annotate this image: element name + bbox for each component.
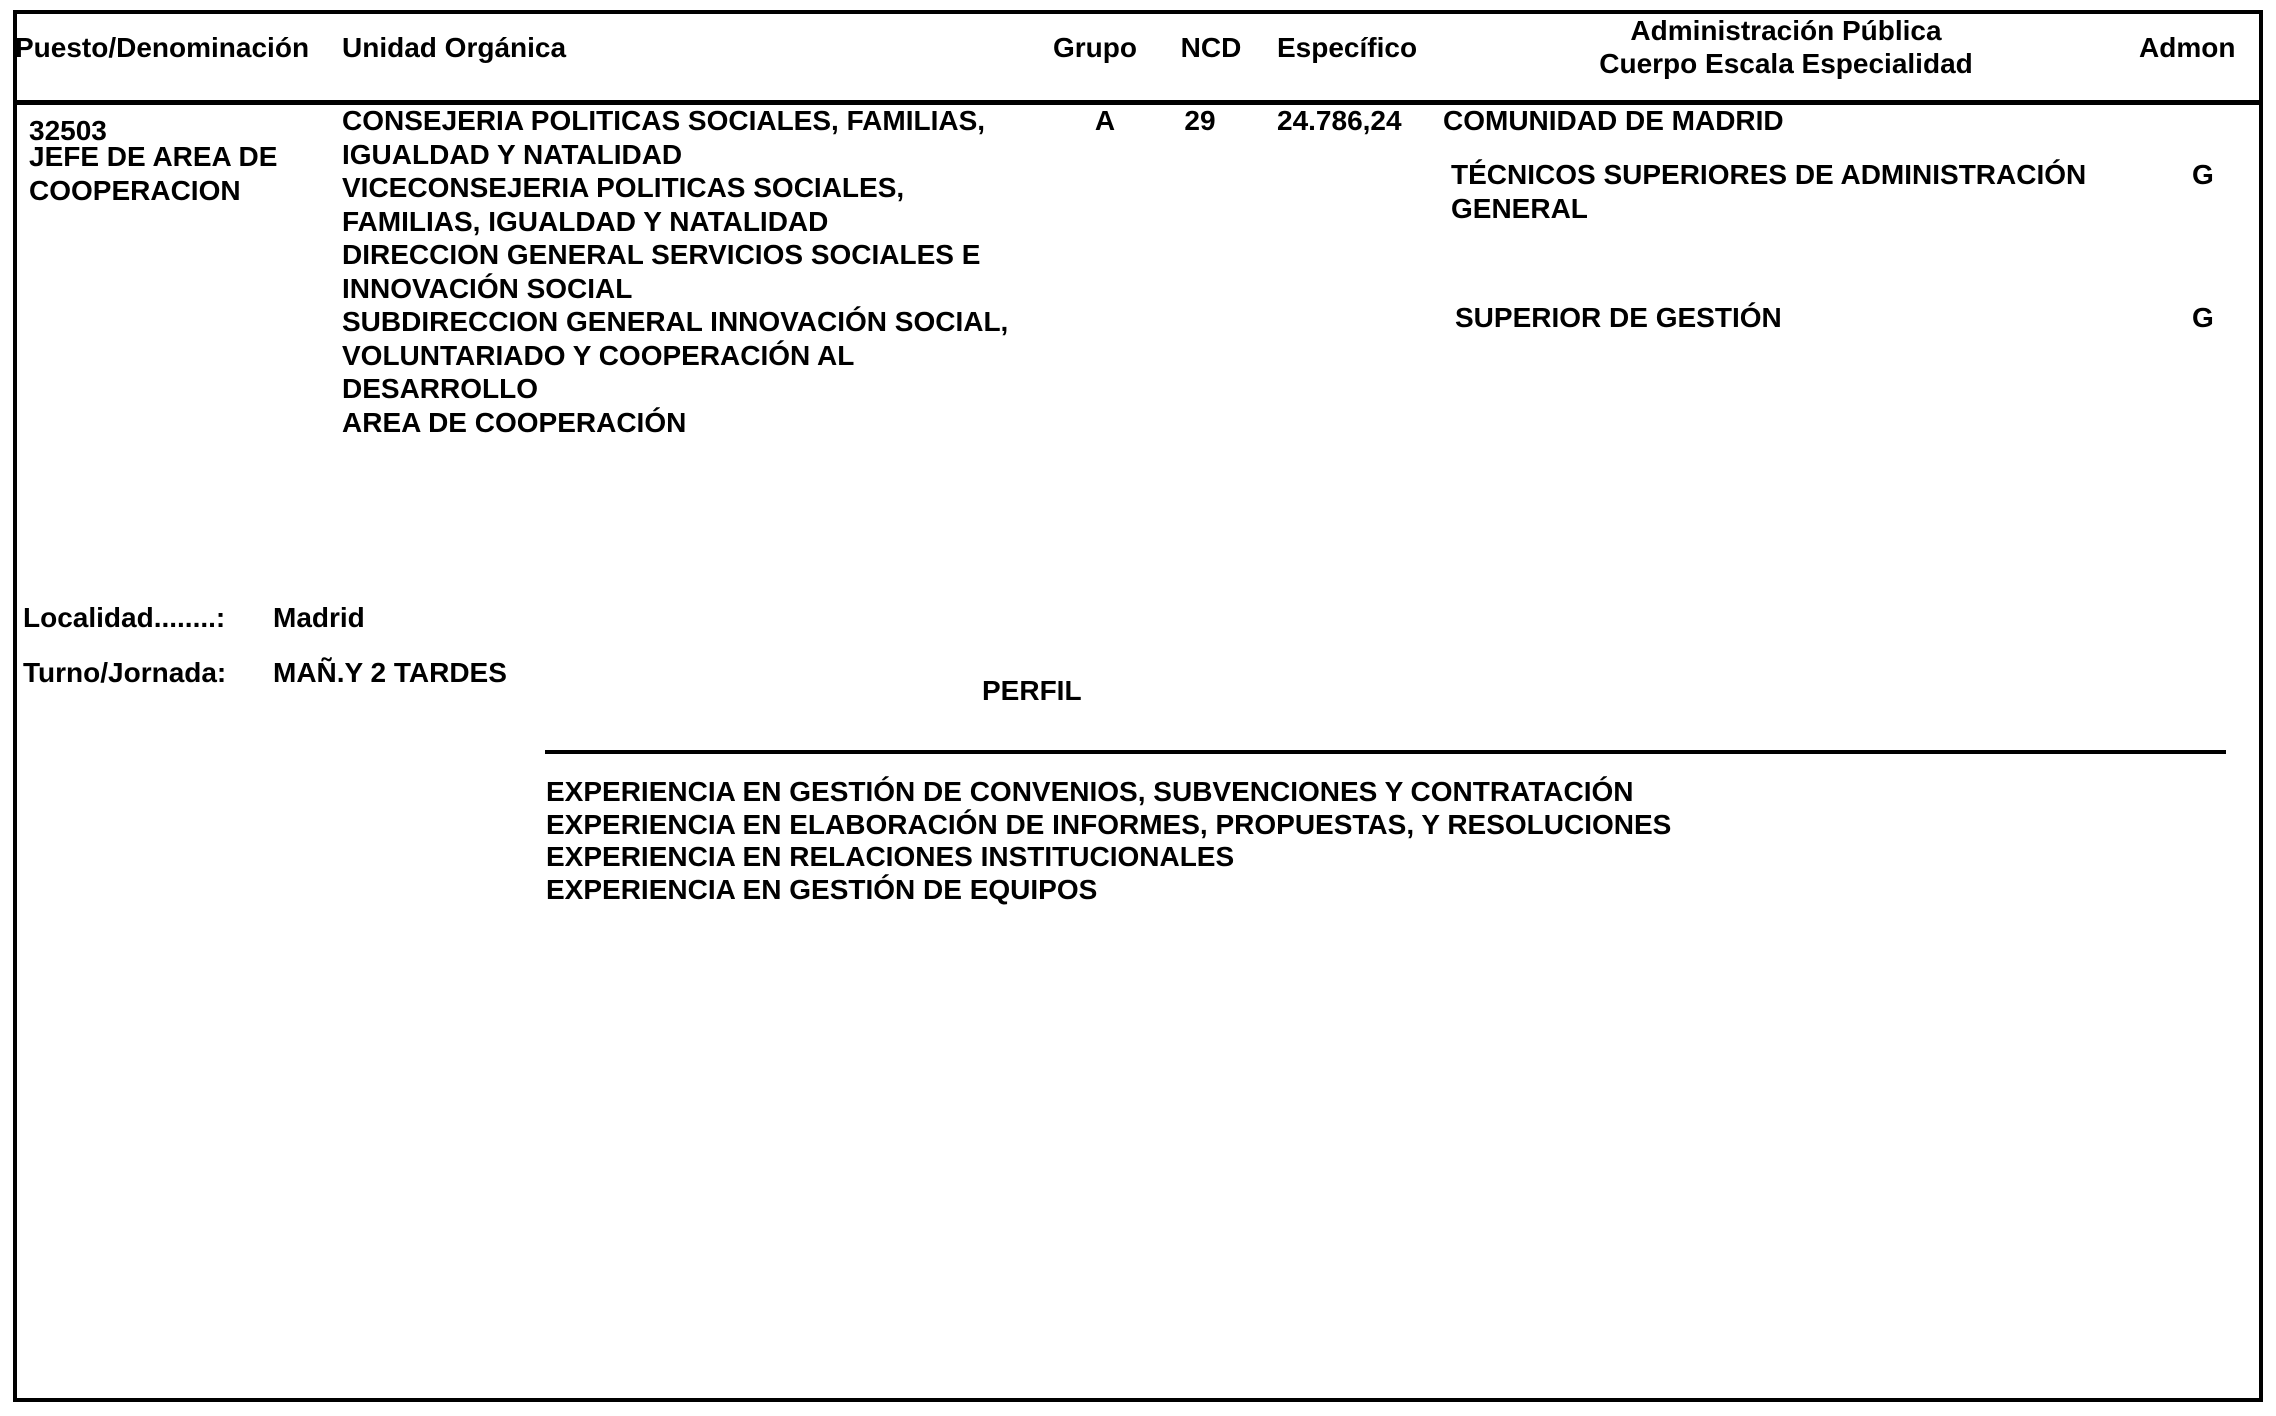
ncd-value: 29	[1184, 105, 1216, 136]
cuerpo-line: TÉCNICOS SUPERIORES DE ADMINISTRACIÓN	[1451, 159, 2087, 190]
unidad-line: IGUALDAD Y NATALIDAD	[342, 138, 683, 170]
unidad-line: DESARROLLO	[342, 373, 538, 404]
unidad-line: VICECONSEJERIA POLITICAS SOCIALES,	[342, 172, 905, 203]
puesto-title-line: JEFE DE AREA DE	[29, 141, 278, 172]
perfil-item: EXPERIENCIA EN ELABORACIÓN DE INFORMES, PROPUESTAS, Y RESOLUCIONES	[546, 808, 1672, 840]
unidad-line: DIRECCION GENERAL SERVICIOS SOCIALES E	[342, 239, 981, 270]
unidad-line: VOLUNTARIADO Y COOPERACIÓN AL	[342, 339, 855, 371]
header-admon: Admon	[2139, 32, 2236, 63]
header-administracion-line1: Administración Pública	[1630, 15, 1942, 46]
unidad-line: FAMILIAS, IGUALDAD Y NATALIDAD	[342, 205, 829, 237]
unidad-line: AREA DE COOPERACIÓN	[342, 406, 687, 438]
unidad-line: CONSEJERIA POLITICAS SOCIALES, FAMILIAS,	[342, 105, 986, 136]
cuerpo-value	[1451, 158, 2086, 225]
perfil-item: EXPERIENCIA EN GESTIÓN DE EQUIPOS	[546, 873, 1098, 905]
turno-label: Turno/Jornada:	[23, 657, 227, 688]
perfil-item: EXPERIENCIA EN RELACIONES INSTITUCIONALES	[546, 841, 1235, 872]
unidad-line: INNOVACIÓN SOCIAL	[342, 272, 633, 304]
puesto-title	[29, 140, 277, 207]
header-unidad: Unidad Orgánica	[342, 32, 567, 63]
perfil-item: EXPERIENCIA EN GESTIÓN DE CONVENIOS, SUBVENCIONES Y CONTRATACIÓN	[546, 776, 1634, 807]
header-grupo: Grupo	[1053, 32, 1137, 63]
unidad-line: SUBDIRECCION GENERAL INNOVACIÓN SOCIAL,	[342, 306, 1009, 337]
administracion-value: COMUNIDAD DE MADRID	[1443, 105, 1784, 136]
header-administracion-line2: Cuerpo Escala Especialidad	[1599, 48, 1973, 79]
cuerpo-line: GENERAL	[1451, 192, 1588, 224]
turno-value: MAÑ.Y 2 TARDES	[273, 657, 507, 688]
puesto-title-line: COOPERACION	[29, 174, 241, 206]
perfil-rule	[545, 750, 2226, 754]
escala-value: SUPERIOR DE GESTIÓN	[1455, 302, 1782, 333]
puesto-code: 32503	[29, 115, 107, 146]
header-ncd: NCD	[1180, 32, 1242, 63]
escala-admon-value: G	[2192, 302, 2214, 333]
header-puesto: Puesto/Denominación	[15, 32, 310, 63]
unidad-organica-list	[342, 104, 1008, 439]
especifico-value: 24.786,24	[1277, 105, 1402, 136]
localidad-value: Madrid	[273, 602, 365, 633]
cuerpo-admon-value: G	[2192, 159, 2214, 190]
perfil-title: PERFIL	[982, 675, 1082, 706]
header-especifico: Específico	[1277, 32, 1418, 63]
grupo-value: A	[1094, 105, 1116, 136]
perfil-list	[546, 776, 1671, 906]
localidad-label: Localidad........:	[23, 602, 226, 633]
